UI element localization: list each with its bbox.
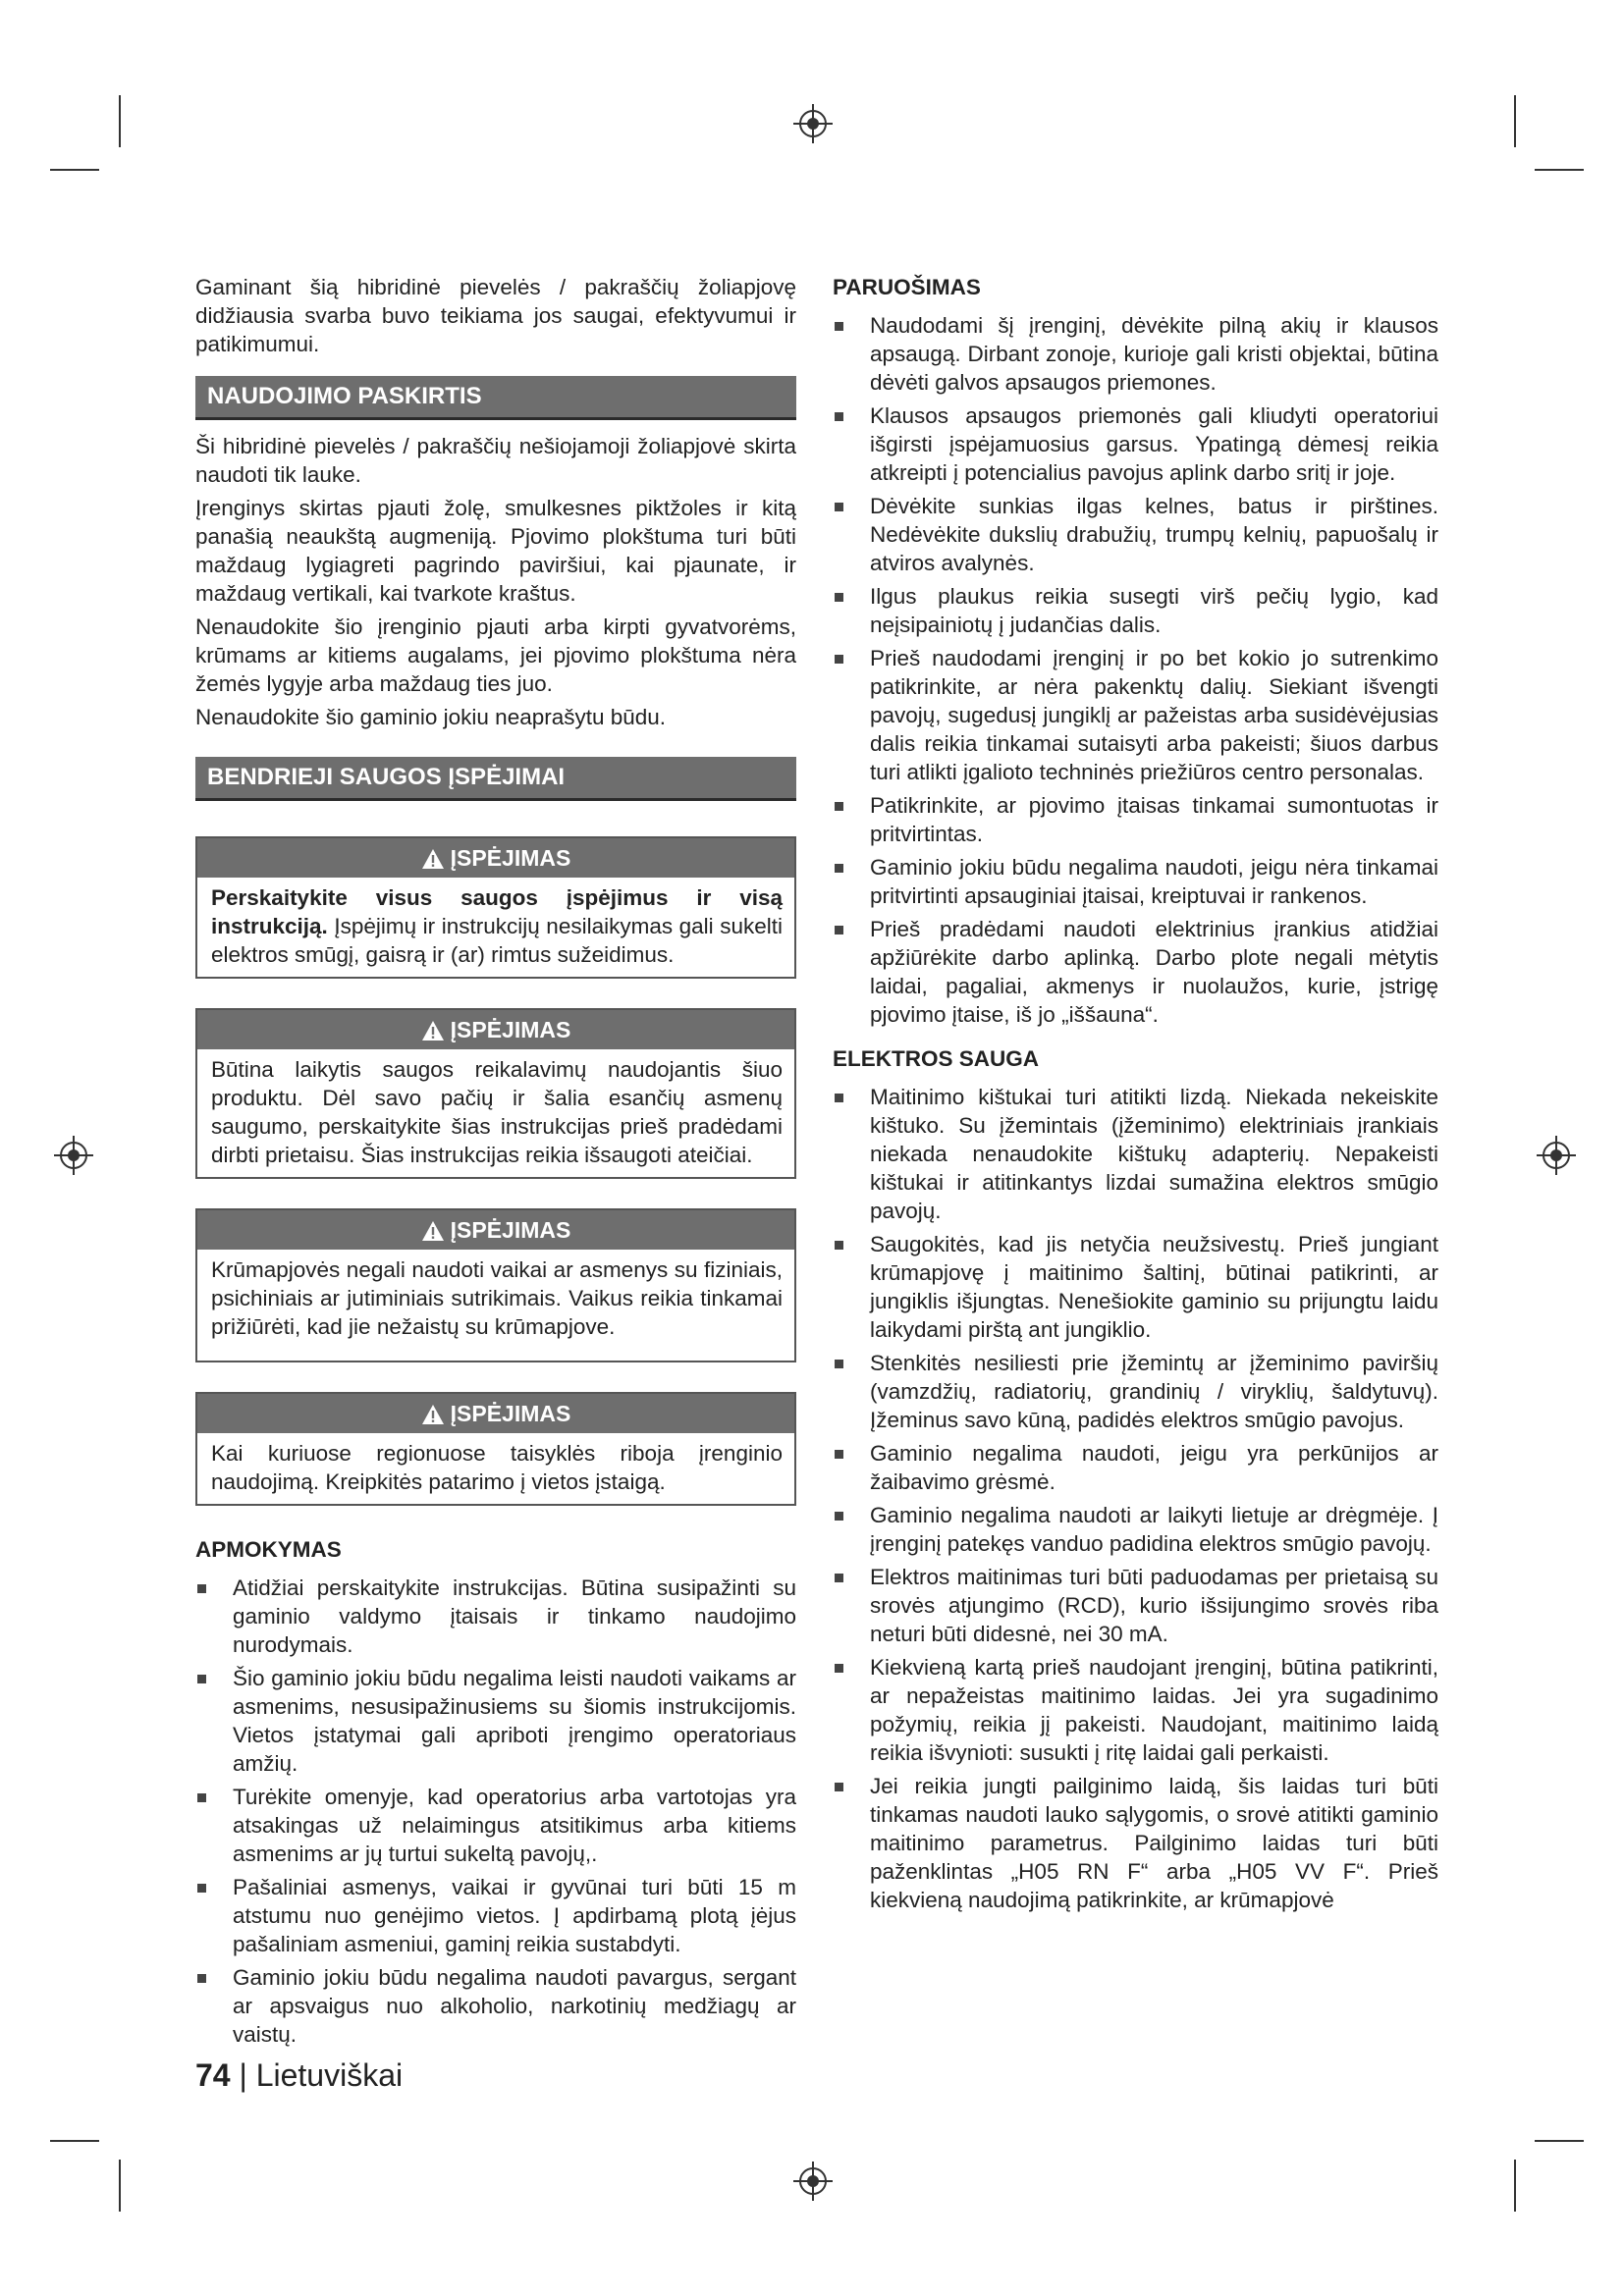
warning-header [197,1210,794,1250]
elektros-list [833,1083,1438,1914]
warning-bold-lead: Perskaitykite visus saugos įspėjimus ir visą instrukciją. [211,885,783,938]
square-bullet-icon [835,322,843,331]
warning-header [197,1010,794,1049]
square-bullet-icon [197,1974,206,1983]
warning-header [197,1394,794,1433]
naudojimo-paragraph: Įrenginys skirtas pjauti žolę, smulkesnes piktžoles ir kitą panašią neaukštą augmeniją. Pjovimo plokštuma turi būti maždaug lygiagreti pagrindo paviršiui, kai pjaunate, ir maždaug vertikali, kai tvarkote kraštus. [195,496,796,606]
paruosimas-list [833,311,1438,1029]
warning-title: ĮSPĖJIMAS [450,845,571,871]
crop-mark-top-right-h [1535,169,1584,171]
warning-body-text: Būtina laikytis saugos reikalavimų naudojantis šiuo produktu. Dėl savo pačių ir šalia esančių asmenų saugumo, perskaitykite šias instrukcijas prieš pradėdami dirbti prietaisu. Šias instrukcijas reikia išsaugoti ateičiai. [211,1057,783,1167]
naudojimo-paragraph: Nenaudokite šio įrenginio pjauti arba kirpti gyvatvorėms, krūmams ar kitiems augalams, jei pjovimo plokštuma nėra žemės lygyje arba maždaug ties juo. [195,614,796,696]
square-bullet-icon [197,1884,206,1893]
square-bullet-icon [835,1512,843,1521]
square-bullet-icon [835,1664,843,1673]
crop-mark-bottom-left-h [50,2140,99,2142]
crop-mark-top-left-v [119,95,121,147]
right-column [833,273,1438,1919]
paruosimas-heading: PARUOŠIMAS [833,275,981,299]
list-item: Ilgus plaukus reikia susegti virš pečių lygio, kad neįsipainiotų į judančias dalis. [833,582,1438,639]
warning-body-text: Įspėjimų ir instrukcijų nesilaikymas gali sukelti elektros smūgį, gaisrą ir (ar) rimtus sužeidimus. [211,914,783,967]
bendrieji-heading: BENDRIEJI SAUGOS ĮSPĖJIMAI [195,757,796,801]
warning-body-text: Krūmapjovės negali naudoti vaikai ar asmenys su fiziniais, psichiniais ar jutiminiais sutrikimais. Vaikus reikia tinkamai prižiūrėti, kad jie nežaistų su krūmapjove. [211,1257,783,1339]
list-item: Elektros maitinimas turi būti paduodamas per prietaisą su srovės atjungimo (RCD), kurio išsijungimo srovės riba neturi būti didesnė, nei 30 mA. [833,1563,1438,1648]
naudojimo-paragraph: Nenaudokite šio gaminio jokiu neaprašytu būdu. [195,705,667,729]
square-bullet-icon [835,1241,843,1250]
warning-triangle-icon [421,1220,445,1242]
list-item: Pašaliniai asmenys, vaikai ir gyvūnai turi būti 15 m atstumu nuo genėjimo vietos. Į apdirbamą plotą įėjus pašaliniam asmeniui, gaminį reikia sustabdyti. [195,1873,796,1958]
square-bullet-icon [835,412,843,421]
registration-mark-icon [1535,1134,1578,1177]
page-footer [195,2057,403,2094]
square-bullet-icon [835,1783,843,1791]
list-item: Klausos apsaugos priemonės gali kliudyti operatoriui išgirsti įspėjamuosius garsus. Ypatingą dėmesį reikia atkreipti į potencialius pavojus aplink darbo sritį ir joje. [833,401,1438,487]
list-item: Šio gaminio jokiu būdu negalima leisti naudoti vaikams ar asmenims, nesusipažinusiems su šiomis instrukcijomis. Vietos įstatymai gali apriboti įrengimo operatoriaus amžių. [195,1664,796,1778]
warning-header [197,838,794,878]
square-bullet-icon [835,655,843,664]
apmokymas-list [195,1574,796,2049]
warning-body-text: Kai kuriuose regionuose taisyklės riboja įrenginio naudojimą. Kreipkitės patarimo į vietos įstaigą. [211,1441,783,1494]
left-column [195,273,796,2054]
warning-triangle-icon [421,1020,445,1041]
list-item: Dėvėkite sunkias ilgas kelnes, batus ir pirštines. Nedėvėkite dukslių drabužių, trumpų kelnių, papuošalų ir atviros avalynės. [833,492,1438,577]
square-bullet-icon [835,802,843,811]
list-item: Prieš pradėdami naudoti elektrinius įrankius atidžiai apžiūrėkite darbo aplinką. Darbo plote negali mėtytis laidai, pagaliai, akmenys ir nuolaužos, kurie, įstrigę pjovimo įtaise, iš jo „iššauna“. [833,915,1438,1029]
warning-box [195,836,796,979]
square-bullet-icon [835,1450,843,1459]
registration-mark-icon [791,2160,835,2203]
registration-mark-icon [791,102,835,145]
list-item: Gaminio jokiu būdu negalima naudoti pavargus, sergant ar apsvaigus nuo alkoholio, narkotinių medžiagų ar vaistų. [195,1963,796,2049]
list-item: Turėkite omenyje, kad operatorius arba vartotojas yra atsakingas už nelaimingus atsitikimus arba kitiems asmenims ar jų turtui sukeltą pavojų,. [195,1783,796,1868]
crop-mark-bottom-right-v [1514,2160,1516,2212]
naudojimo-paragraph: Ši hibridinė pievelės / pakraščių nešiojamoji žoliapjovė skirta naudoti tik lauke. [195,434,796,487]
list-item: Atidžiai perskaitykite instrukcijas. Būtina susipažinti su gaminio valdymo įtaisais ir tinkamo naudojimo nurodymais. [195,1574,796,1659]
footer-separator: | [239,2057,247,2093]
crop-mark-bottom-left-v [119,2160,121,2212]
page-number: 74 [195,2057,231,2093]
list-item: Gaminio negalima naudoti, jeigu yra perkūnijos ar žaibavimo grėsmė. [833,1439,1438,1496]
warning-title: ĮSPĖJIMAS [450,1401,571,1426]
list-item: Prieš naudodami įrenginį ir po bet kokio jo sutrenkimo patikrinkite, ar nėra pakenktų dalių. Siekiant išvengti pavojų, sugedusį jungiklį ar pažeistas arba susidėvėjusias dalis reikia tinkamai sutaisyti arba pakeisti; šiuos darbus turi atlikti įgalioto techninės priežiūros centro personalas. [833,644,1438,786]
warning-title: ĮSPĖJIMAS [450,1217,571,1243]
footer-language: Lietuviškai [255,2057,404,2093]
list-item: Kiekvieną kartą prieš naudojant įrenginį, būtina patikrinti, ar nepažeistas maitinimo laidas. Jei yra sugadinimo požymių, reikia jį pakeisti. Naudojant, maitinimo laidą reikia išvynioti: susukti į ritę laidai gali perkaisti. [833,1653,1438,1767]
square-bullet-icon [197,1584,206,1593]
warning-text [211,883,783,969]
square-bullet-icon [835,1574,843,1582]
intro-paragraph: Gaminant šią hibridinė pievelės / pakraščių žoliapjovę didžiausia svarba buvo teikiama jos saugai, efektyvumui ir patikimumui. [195,275,796,356]
apmokymas-heading: APMOKYMAS [195,1537,342,1562]
square-bullet-icon [835,503,843,511]
list-item: Gaminio jokiu būdu negalima naudoti, jeigu nėra tinkamai pritvirtinti apsauginiai įtaisai, kreiptuvai ir rankenos. [833,853,1438,910]
square-bullet-icon [835,864,843,873]
list-item: Jei reikia jungti pailginimo laidą, šis laidas turi būti tinkamas naudoti lauko sąlygomis, o srovė atitikti gaminio maitinimo parametrus. Pailginimo laidas turi būti paženklintas „H05 RN F“ arba „H05 VV F“. Prieš kiekvieną naudojimą patikrinkite, ar krūmapjovė [833,1772,1438,1914]
square-bullet-icon [835,593,843,602]
warning-triangle-icon [421,1404,445,1425]
list-item: Gaminio negalima naudoti ar laikyti lietuje ar drėgmėje. Į įrenginį patekęs vanduo padidina elektros smūgio pavojų. [833,1501,1438,1558]
list-item: Maitinimo kištukai turi atitikti lizdą. Niekada nekeiskite kištuko. Su įžemintais (įžeminimo) elektriniais įrankiais niekada nenaudokite kištukų adapterių. Nepakeisti kištukai ir atitinkantys lizdai sumažina elektros smūgio pavojų. [833,1083,1438,1225]
warning-box [195,1208,796,1362]
naudojimo-paskirtis-heading: NAUDOJIMO PASKIRTIS [195,376,796,420]
square-bullet-icon [835,1360,843,1368]
elektros-sauga-heading: ELEKTROS SAUGA [833,1046,1040,1071]
crop-mark-top-left-h [50,169,99,171]
square-bullet-icon [835,926,843,934]
square-bullet-icon [835,1094,843,1102]
list-item: Patikrinkite, ar pjovimo įtaisas tinkamai sumontuotas ir pritvirtintas. [833,791,1438,848]
square-bullet-icon [197,1793,206,1802]
registration-mark-icon [52,1134,95,1177]
crop-mark-top-right-v [1514,95,1516,147]
warning-box [195,1392,796,1506]
square-bullet-icon [197,1675,206,1683]
list-item: Saugokitės, kad jis netyčia neužsivestų. Prieš jungiant krūmapjovę į maitinimo šaltinį, būtinai patikrinti, ar jungiklis išjungtas. Nenešiokite gaminio su prijungtu laidu laikydami pirštą ant jungiklio. [833,1230,1438,1344]
warning-title: ĮSPĖJIMAS [450,1017,571,1042]
list-item: Naudodami šį įrenginį, dėvėkite pilną akių ir klausos apsaugą. Dirbant zonoje, kurioje gali kristi objektai, būtina dėvėti galvos apsaugos priemones. [833,311,1438,397]
crop-mark-bottom-right-h [1535,2140,1584,2142]
warning-triangle-icon [421,848,445,870]
warning-box [195,1008,796,1179]
list-item: Stenkitės nesiliesti prie įžemintų ar įžeminimo paviršių (vamzdžių, radiatorių, grandinių / viryklių, šaldytuvų). Įžeminus savo kūną, padidės elektros smūgio pavojus. [833,1349,1438,1434]
